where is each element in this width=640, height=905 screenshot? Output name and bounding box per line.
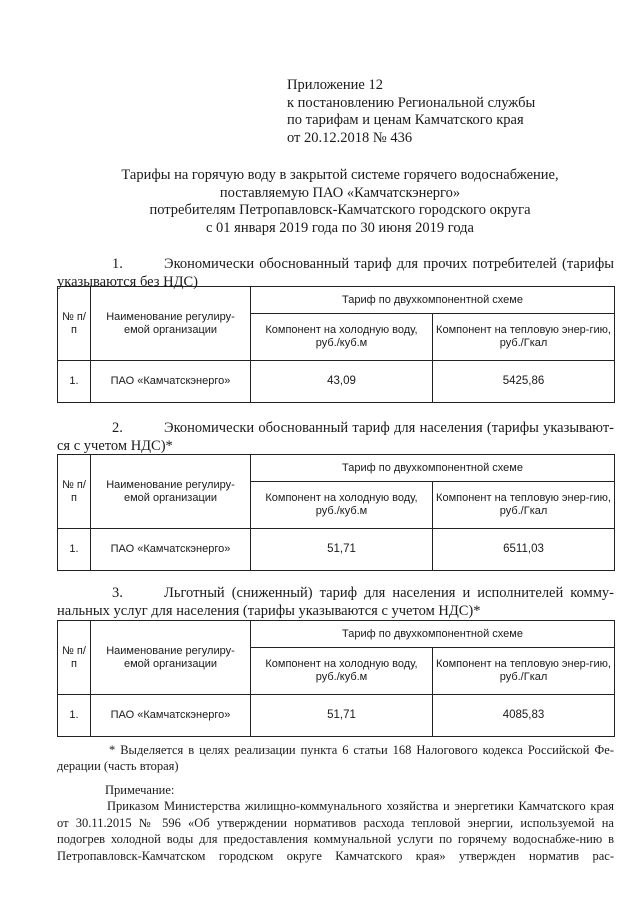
section-3-heading	[57, 585, 614, 620]
title-line: потребителям Петропавловск-Камчатского городского округа	[149, 202, 531, 218]
row-heat-value: 5425,86	[433, 361, 615, 403]
row-cold-value: 51,71	[251, 529, 433, 571]
section-2-heading	[57, 420, 614, 455]
row-cold-value: 43,09	[251, 361, 433, 403]
header-num: № п/п	[58, 455, 91, 529]
header-scheme: Тариф по двухкомпонентной схеме	[251, 287, 615, 314]
row-org: ПАО «Камчатскэнерго»	[91, 529, 251, 571]
appendix-line: по тарифам и ценам Камчатского края	[287, 112, 524, 128]
table-row	[58, 529, 615, 571]
appendix-line: Приложение 12	[287, 77, 383, 93]
table-row	[58, 695, 615, 737]
header-heat-component: Компонент на тепловую энер-гию, руб./Гкал	[433, 482, 615, 529]
section-number: 2.	[112, 420, 123, 436]
section-heading-text: Экономически обоснованный тариф для населения (тарифы указывают-ся с учетом НДС)*	[57, 420, 614, 454]
row-cold-value: 51,71	[251, 695, 433, 737]
header-cold-component: Компонент на холодную воду, руб./куб.м	[251, 314, 433, 361]
row-org: ПАО «Камчатскэнерго»	[91, 361, 251, 403]
note-label: Примечание:	[105, 783, 175, 797]
vat-footnote: * Выделяется в целях реализации пункта 6 статьи 168 Налогового кодекса Российской Фе-дерации (часть вторая)	[57, 743, 614, 773]
row-num: 1.	[58, 695, 91, 737]
row-org: ПАО «Камчатскэнерго»	[91, 695, 251, 737]
header-heat-component: Компонент на тепловую энер-гию, руб./Гкал	[433, 314, 615, 361]
header-scheme: Тариф по двухкомпонентной схеме	[251, 455, 615, 482]
section-heading-text: Экономически обоснованный тариф для прочих потребителей (тарифы указываются без НДС)	[57, 256, 614, 290]
table-row	[58, 361, 615, 403]
header-org: Наименование регулиру-емой организации	[91, 287, 251, 361]
note-body: Приказом Министерства жилищно-коммунального хозяйства и энергетики Камчатского края от 30.11.2015 № 596 «Об утверждении нормативов расхода тепловой энергии, используемой на подогрев холодной воды для предоставления коммунальной услуги по горячему водоснабже-нию в Петропавловск-Камчатском городском округе Камчатского края» утвержден норматив рас-	[57, 799, 614, 863]
section-heading-text: Льготный (сниженный) тариф для населения и исполнителей комму-нальных услуг для населения (тарифы указываются с учетом НДС)*	[57, 585, 614, 619]
title-line: Тарифы на горячую воду в закрытой системе горячего водоснабжение,	[121, 167, 559, 183]
appendix-line: к постановлению Региональной службы	[287, 94, 536, 111]
appendix-line: от 20.12.2018 № 436	[287, 129, 413, 146]
row-heat-value: 4085,83	[433, 695, 615, 737]
row-num: 1.	[58, 529, 91, 571]
header-cold-component: Компонент на холодную воду, руб./куб.м	[251, 648, 433, 695]
tariff-table-2	[57, 454, 615, 571]
header-org: Наименование регулиру-емой организации	[91, 621, 251, 695]
header-scheme: Тариф по двухкомпонентной схеме	[251, 621, 615, 648]
header-num: № п/п	[58, 287, 91, 361]
tariff-table-1	[57, 286, 615, 403]
row-heat-value: 6511,03	[433, 529, 615, 571]
title-line: поставляемую ПАО «Камчатскэнерго»	[219, 184, 461, 201]
section-number: 3.	[112, 585, 123, 601]
header-heat-component: Компонент на тепловую энер-гию, руб./Гкал	[433, 648, 615, 695]
section-number: 1.	[112, 256, 123, 272]
title-line: с 01 января 2019 года по 30 июня 2019 года	[206, 219, 474, 236]
header-org: Наименование регулиру-емой организации	[91, 455, 251, 529]
row-num: 1.	[58, 361, 91, 403]
header-num: № п/п	[58, 621, 91, 695]
header-cold-component: Компонент на холодную воду, руб./куб.м	[251, 482, 433, 529]
appendix-reference	[287, 77, 535, 147]
tariff-table-3	[57, 620, 615, 737]
document-title	[40, 167, 640, 237]
